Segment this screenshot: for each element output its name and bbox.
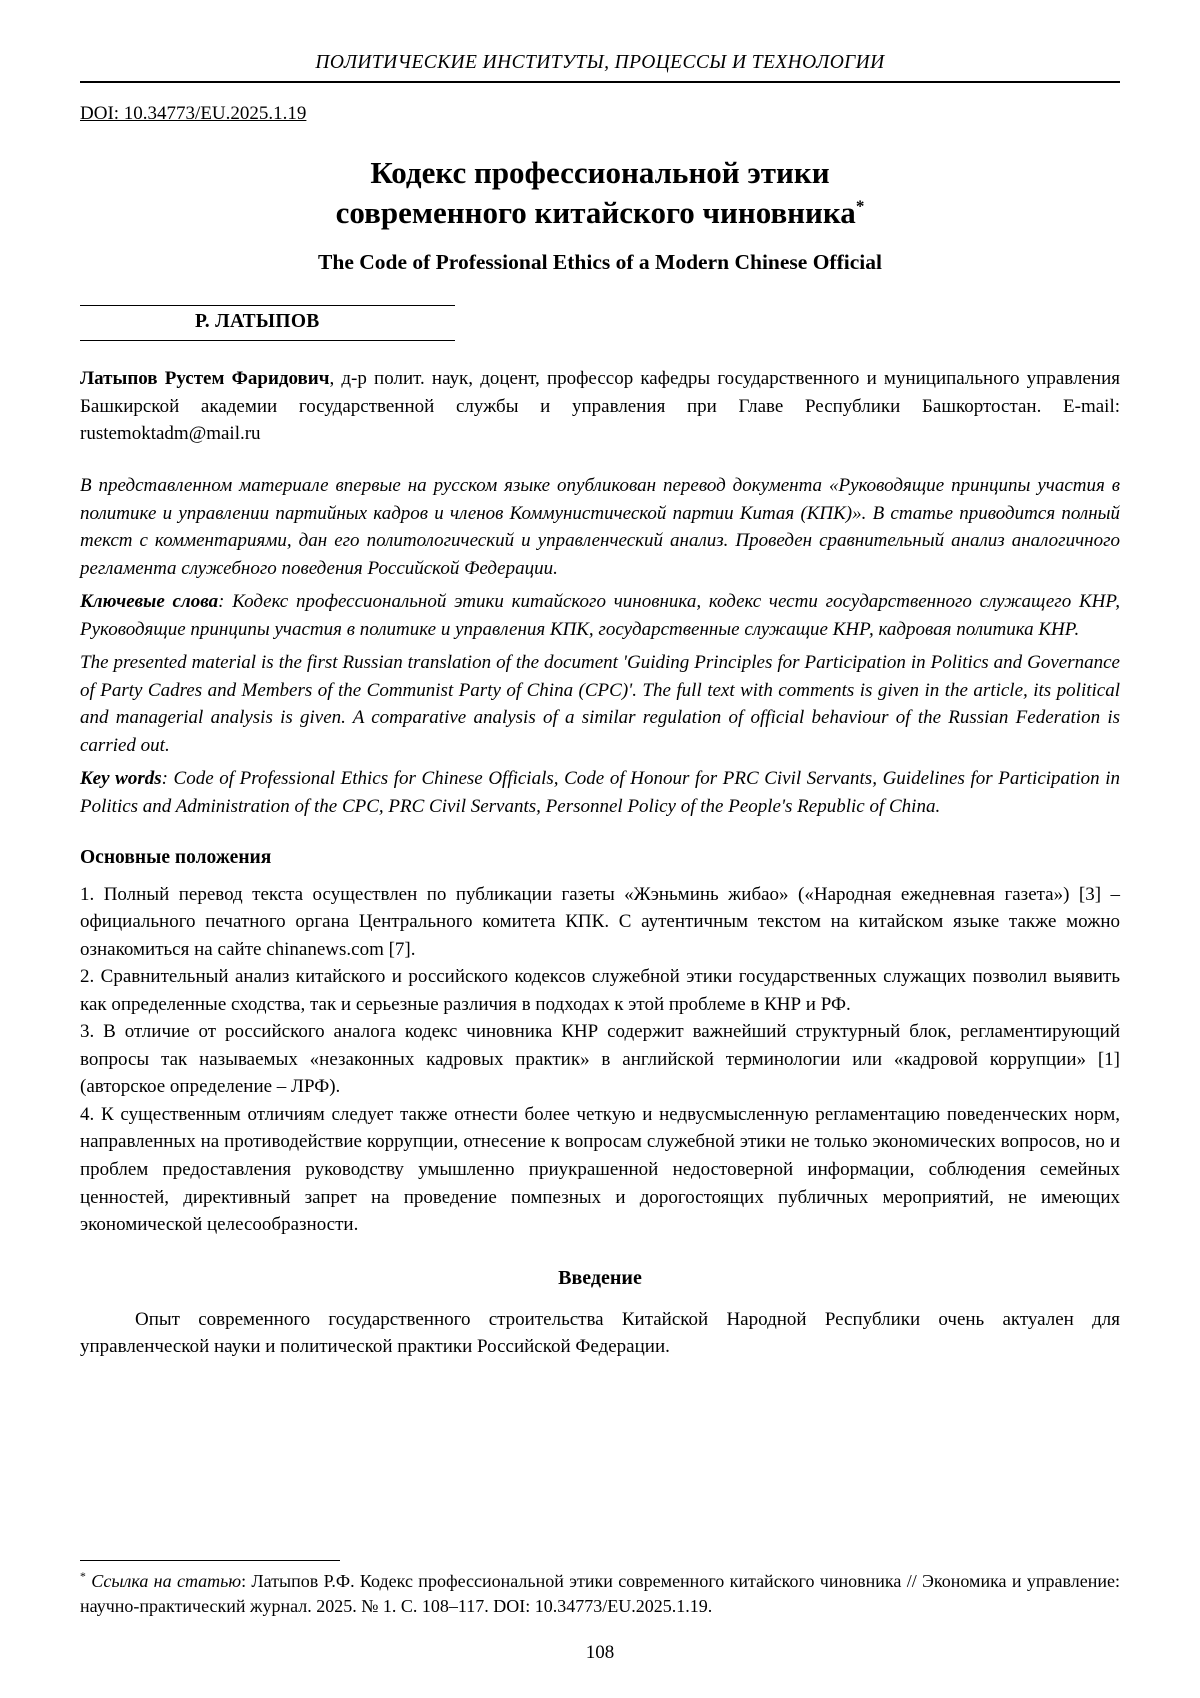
article-title-ru-line2: современного китайского чиновника — [335, 194, 856, 230]
footnote-marker: * — [80, 1569, 86, 1583]
author-rule-bottom — [80, 340, 455, 341]
keywords-ru — [80, 588, 1120, 643]
title-footnote-marker: * — [855, 196, 865, 216]
article-title-ru — [80, 153, 1120, 232]
footnote-text: : Латыпов Р.Ф. Кодекс профессиональной этики современного китайского чиновника // Экономика и управление: научно-практический журнал. 2025. № 1. С. 108–117. DOI: 10.34773/EU.2025.1.19. — [80, 1570, 1120, 1617]
keywords-en — [80, 765, 1120, 820]
section-heading-main-points: Основные положения — [80, 846, 272, 868]
header-rule — [80, 81, 1120, 83]
introduction-paragraph: Опыт современного государственного строительства Китайской Народной Республики очень актуален для управленческой науки и политической практики Российской Федерации. — [80, 1308, 1120, 1358]
keywords-en-text: : Code of Professional Ethics for Chinese Officials, Code of Honour for PRC Civil Servants, Guidelines for Participation in Politics and Administration of the CPC, PRC Civil Servants, Personnel Policy of the People's Republic of China. — [80, 768, 1120, 817]
page-number: 108 — [585, 1642, 615, 1663]
footnote-label: Ссылка на статью — [91, 1570, 242, 1591]
footnote — [80, 1569, 1120, 1620]
author-bio — [80, 365, 1120, 448]
abstract-en: The presented material is the first Russian translation of the document 'Guiding Principles for Participation in Politics and Governance of Party Cadres and Members of the Communist Party of China (CPC)'. The full text with comments is given in the article, its political and managerial analysis is given. A comparative analysis of a similar regulation of official behaviour of the Russian Federation is carried out. — [80, 652, 1120, 756]
author-bio-text: , д-р полит. наук, доцент, профессор кафедры государственного и муниципального управления Башкирской академии государственной службы и управления при Главе Республики Башкортостан. E-mail: rustemoktadm@mail.ru — [80, 368, 1120, 445]
keywords-ru-text: : Кодекс профессиональной этики китайского чиновника, кодекс чести государственного служащего КНР, Руководящие принципы участия в политике и управления КПК, государственные служащие КНР, кадровая политика КНР. — [80, 591, 1120, 640]
abstract-ru: В представленном материале впервые на русском языке опубликован перевод документа «Руководящие принципы участия в политике и управлении партийных кадров и членов Коммунистической партии Китая (КПК)». В статье приводится полный текст с комментариями, дан его политологический и управленческий анализ. Проведен сравнительный анализ аналогичного регламента служебного поведения Российской Федерации. — [80, 474, 1120, 579]
doi-link[interactable]: DOI: 10.34773/EU.2025.1.19 — [80, 103, 307, 124]
author-block — [80, 305, 455, 341]
section-heading-introduction: Введение — [558, 1266, 642, 1289]
main-point-3: 3. В отличие от российского аналога кодекс чиновника КНР содержит важнейший структурный блок, регламентирующий вопросы так называемых «незаконных кадровых практик» в английской терминологии или «кадровой коррупции» [1] (авторское определение – ЛРФ). — [80, 1021, 1120, 1098]
main-point-1: 1. Полный перевод текста осуществлен по публикации газеты «Жэньминь жибао» («Народная ежедневная газета») [3] – официального печатного органа Центрального комитета КПК. С аутентичным текстом на китайском языке также можно ознакомиться на сайте chinanews.com [7]. — [80, 883, 1120, 960]
author-bio-name: Латыпов Рустем Фаридович — [80, 368, 330, 390]
keywords-ru-label: Ключевые слова — [80, 591, 219, 613]
main-point-2: 2. Сравнительный анализ китайского и российского кодексов служебной этики государственных служащих позволил выявить как определенные сходства, так и серьезные различия в подходах к этой проблеме в КНР и РФ. — [80, 966, 1120, 1015]
main-point-4: 4. К существенным отличиям следует также отнести более четкую и недвусмысленную регламентацию поведенческих норм, направленных на противодействие коррупции, отнесение к вопросам служебной этики не только экономических вопросов, но и проблем предоставления руководству умышленно приукрашенной недостоверной информации, соблюдения семейных ценностей, директивный запрет на проведение помпезных и дорогостоящих публичных мероприятий, не имеющих экономической целесообразности. — [80, 1103, 1120, 1236]
article-title-ru-line1: Кодекс профессиональной этики — [370, 155, 830, 190]
keywords-en-label: Key words — [80, 768, 162, 790]
page-footer — [80, 1530, 1120, 1664]
author-name: Р. ЛАТЫПОВ — [195, 311, 320, 333]
footnote-rule — [80, 1560, 340, 1561]
article-title-en: The Code of Professional Ethics of a Modern Chinese Official — [318, 250, 882, 275]
running-head-title: ПОЛИТИЧЕСКИЕ ИНСТИТУТЫ, ПРОЦЕССЫ И ТЕХНОЛОГИИ — [315, 52, 885, 73]
